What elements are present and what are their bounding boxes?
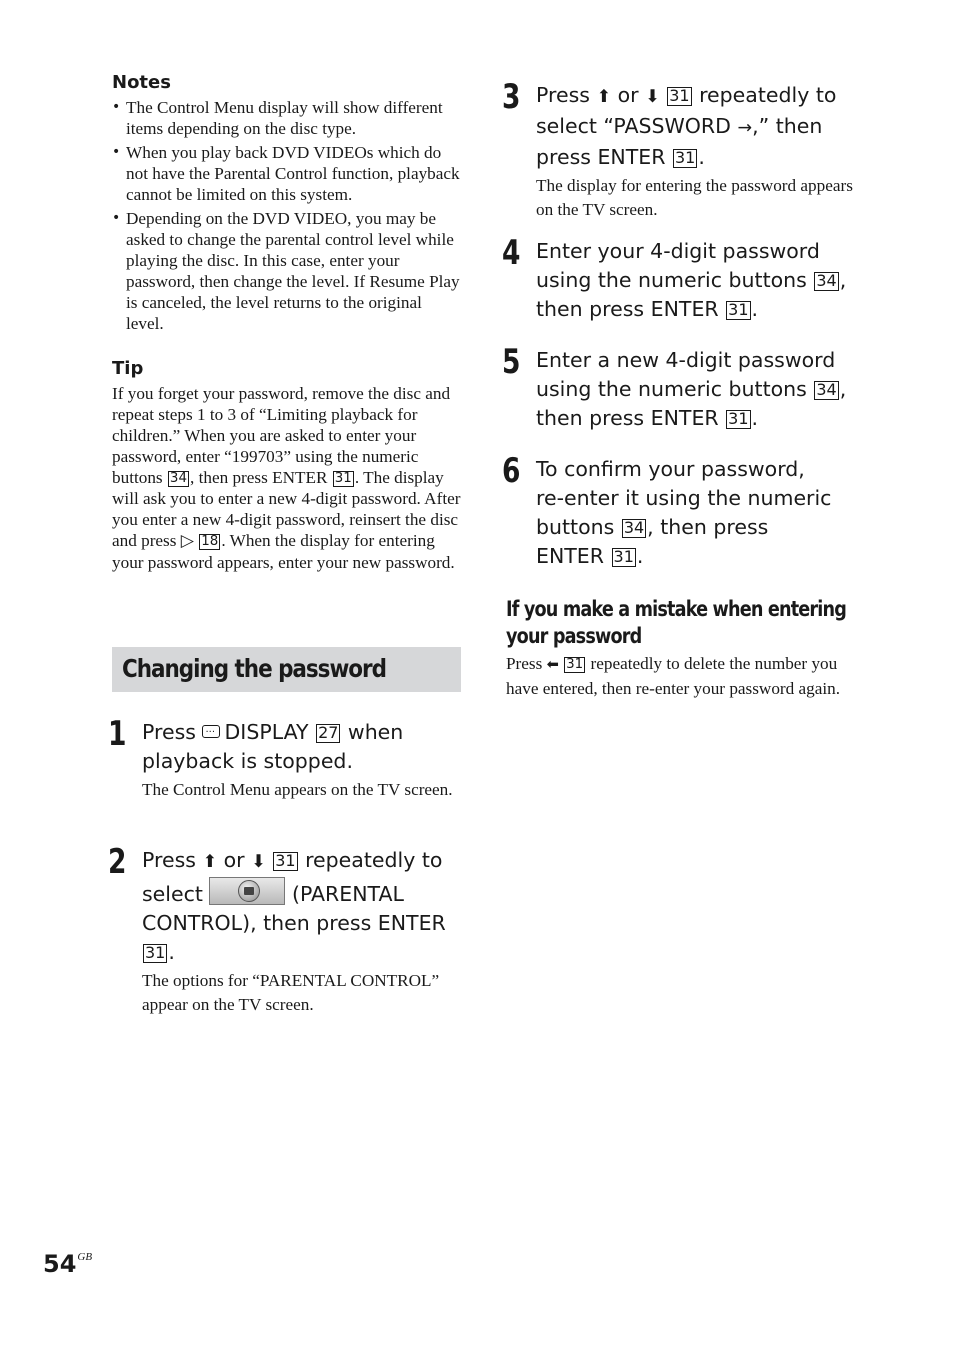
mistake-section [506, 596, 856, 700]
notes-list [112, 97, 462, 334]
section-header [112, 647, 461, 692]
step-number: 5 [502, 342, 521, 382]
step-instruction [536, 237, 866, 324]
page-number-value: 54 [43, 1250, 77, 1278]
key-number-18: 18 [201, 534, 219, 549]
step-2 [108, 842, 467, 1017]
step-number: 6 [502, 451, 521, 491]
key-number-27: 27 [318, 723, 339, 742]
mistake-text [506, 652, 856, 700]
step-number: 4 [502, 233, 521, 273]
tip-text-part: . When the display for entering your password appears, enter your new password. [112, 531, 455, 572]
step-text: Enter a new 4-digit password using the numeric buttons [536, 348, 836, 401]
key-number-34: 34 [816, 271, 837, 290]
step-5 [502, 342, 866, 433]
key-number-31: 31 [566, 657, 584, 672]
up-arrow-icon: ⬆ [202, 852, 218, 872]
step-instruction [142, 718, 472, 776]
step-3 [502, 77, 866, 222]
left-column [112, 72, 462, 573]
parental-control-lock-icon [209, 877, 285, 905]
notes-item: • When you play back DVD VIDEOs which do not have the Parental Control function, playback cannot be limited on this system. [112, 142, 462, 205]
key-number-31: 31 [675, 148, 696, 167]
step-text: , then press ENTER [536, 377, 847, 430]
step-text: . [698, 145, 705, 169]
mistake-text-part: repeatedly to delete the number you have entered, then re-enter your password again. [506, 654, 841, 698]
key-number-31: 31 [275, 851, 296, 870]
key-number-31: 31 [728, 300, 749, 319]
step-4 [502, 233, 866, 324]
page-number [43, 1250, 92, 1278]
page-number-suffix: GB [77, 1251, 93, 1263]
up-arrow-icon: ⬆ [596, 87, 612, 107]
step-instruction [536, 455, 836, 571]
key-number-31: 31 [728, 409, 749, 428]
key-number-31: 31 [669, 86, 690, 105]
step-text: ,” then press ENTER [536, 114, 823, 169]
step-text: or [217, 848, 252, 872]
step-instruction [536, 346, 866, 433]
key-number-31: 31 [613, 547, 634, 566]
step-text: To confirm your password, re-enter it using the numeric buttons [536, 457, 832, 539]
tip-text-part: , then press ENTER [189, 468, 332, 487]
key-number-34: 34 [816, 380, 837, 399]
step-description: The display for entering the password appears on the TV screen. [536, 176, 853, 219]
step-text: Press [142, 720, 203, 744]
down-arrow-icon: ⬇ [251, 852, 266, 872]
step-text: repeatedly to select [142, 848, 443, 906]
key-number-34: 34 [169, 471, 187, 486]
step-text: DISPLAY [224, 720, 316, 744]
key-number-31: 31 [145, 943, 166, 962]
step-description: The options for “PARENTAL CONTROL” appear on the TV screen. [142, 971, 440, 1014]
down-arrow-icon: ⬇ [645, 87, 660, 107]
step-description: The Control Menu appears on the TV screen. [142, 780, 453, 799]
step-6 [502, 451, 836, 571]
right-arrow-icon: → [737, 118, 753, 138]
tip-text-part: If you forget your password, remove the disc and repeat steps 1 to 3 of “Limiting playback for children.” When you are asked to enter your password, enter “199703” using the numeric buttons [112, 384, 451, 487]
step-text: , then press ENTER [536, 268, 847, 321]
step-text: . [636, 544, 644, 568]
step-number: 2 [108, 842, 127, 882]
mistake-text-part: Press [506, 654, 547, 673]
step-text: , then press ENTER [536, 515, 769, 568]
step-text: . [168, 940, 175, 964]
step-instruction [142, 846, 467, 967]
mistake-heading: If you make a mistake when entering your password [506, 597, 846, 648]
key-number-31: 31 [334, 471, 352, 486]
step-text: Press [142, 848, 203, 872]
play-icon: ▷ [180, 531, 194, 551]
section-title: Changing the password [122, 654, 386, 683]
notes-item: • Depending on the DVD VIDEO, you may be asked to change the parental control level while playing the disc. In this case, enter your password, then change the level. If Resume Play is canceled, the level returns to the original level. [112, 208, 462, 334]
step-1 [108, 714, 472, 802]
notes-heading: Notes [112, 72, 171, 93]
step-instruction [536, 81, 866, 172]
step-text: repeatedly to select “PASSWORD [536, 83, 837, 138]
tip-text [112, 383, 462, 573]
step-text: when playback is stopped. [142, 720, 404, 773]
left-arrow-icon: ⬅ [546, 656, 559, 673]
notes-section [112, 72, 462, 334]
tip-text-part: . The display will ask you to enter a new 4-digit password. After you enter a new 4-digit password, reinsert the disc and press [112, 468, 461, 550]
display-icon [202, 725, 220, 738]
step-text: Enter your 4-digit password using the numeric buttons [536, 239, 820, 292]
step-text: (PARENTAL CONTROL), then press ENTER [142, 882, 446, 935]
step-text: Press [536, 83, 597, 107]
step-number: 1 [108, 714, 127, 754]
notes-item: • The Control Menu display will show different items depending on the disc type. [112, 97, 462, 139]
step-number: 3 [502, 77, 521, 117]
tip-heading: Tip [112, 358, 144, 379]
step-text: . [751, 406, 759, 430]
step-text: . [751, 297, 759, 321]
tip-section [112, 358, 462, 573]
key-number-34: 34 [623, 518, 645, 537]
step-text: or [611, 83, 646, 107]
